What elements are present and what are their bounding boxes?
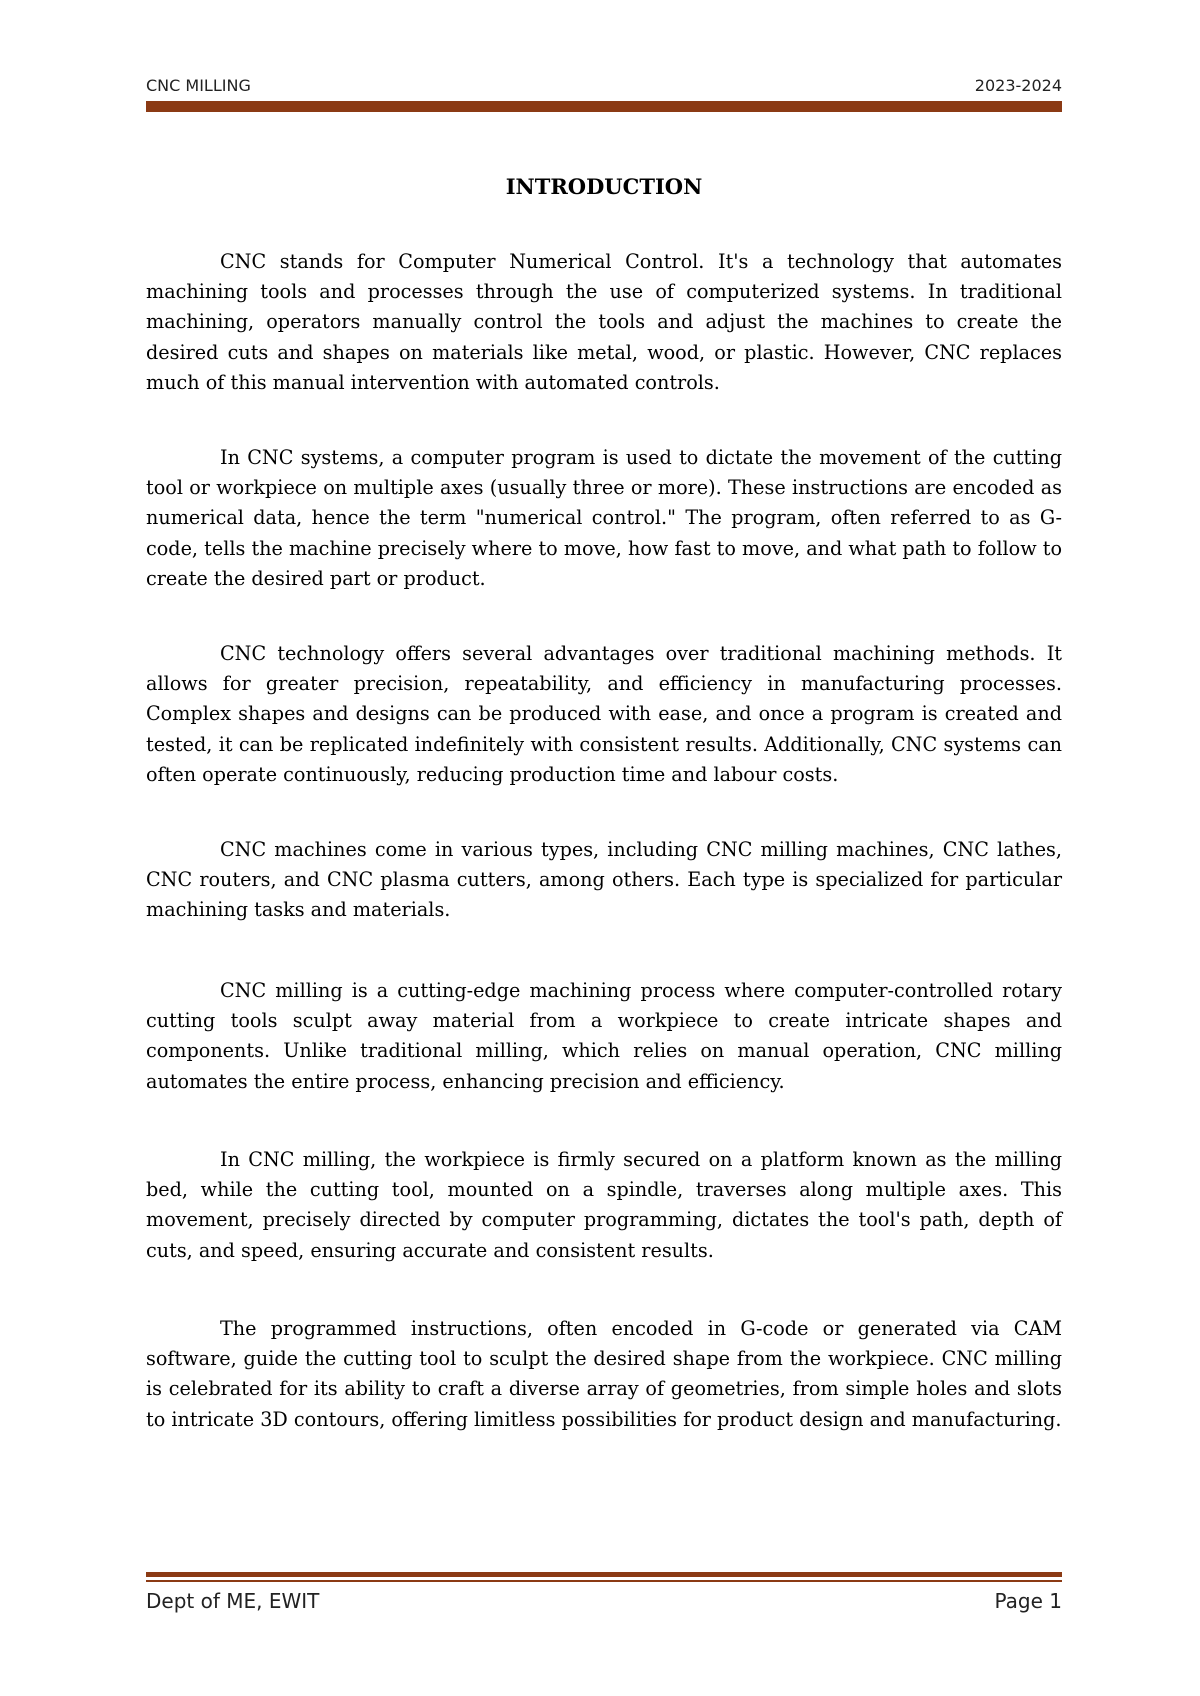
paragraph-4: CNC machines come in various types, including CNC milling machines, CNC lathes, CNC routers, and CNC plasma cutters, among others. Each type is specialized for particular machining tasks and materials. xyxy=(146,838,1062,922)
header-academic-year: 2023-2024 xyxy=(974,76,1062,95)
footer-page-number: Page 1 xyxy=(994,1589,1062,1613)
section-title: INTRODUCTION xyxy=(505,174,703,199)
header-course-title: CNC MILLING xyxy=(146,76,251,95)
page-header xyxy=(146,76,1062,100)
paragraph-5: CNC milling is a cutting-edge machining process where computer-controlled rotary cutting tools sculpt away material from a workpiece to create intricate shapes and components. Unlike traditional milling, which relies on manual operation, CNC milling automates the entire process, enhancing precision and efficiency. xyxy=(146,979,1062,1093)
paragraph-3: CNC technology offers several advantages over traditional machining methods. It allows for greater precision, repeatability, and efficiency in manufacturing processes. Complex shapes and designs can be produced with ease, and once a program is created and tested, it can be replicated indefinitely with consistent results. Additionally, CNC systems can often operate continuously, reducing production time and labour costs. xyxy=(146,642,1062,786)
paragraph-1: CNC stands for Computer Numerical Control. It's a technology that automates machining tools and processes through the use of computerized systems. In traditional machining, operators manually control the tools and adjust the machines to create the desired cuts and shapes on materials like metal, wood, or plastic. However, CNC replaces much of this manual intervention with automated controls. xyxy=(146,250,1062,394)
page-footer xyxy=(146,1589,1062,1617)
footer-department: Dept of ME, EWIT xyxy=(146,1589,320,1613)
paragraph-6: In CNC milling, the workpiece is firmly secured on a platform known as the milling bed, while the cutting tool, mounted on a spindle, traverses along multiple axes. This movement, precisely directed by computer programming, dictates the tool's path, depth of cuts, and speed, ensuring accurate and consistent results. xyxy=(146,1148,1062,1262)
footer-divider-thick xyxy=(146,1572,1062,1577)
paragraph-2: In CNC systems, a computer program is used to dictate the movement of the cutting tool or workpiece on multiple axes (usually three or more). These instructions are encoded as numerical data, hence the term "numerical control." The program, often referred to as G-code, tells the machine precisely where to move, how fast to move, and what path to follow to create the desired part or product. xyxy=(146,446,1062,590)
paragraph-7: The programmed instructions, often encoded in G-code or generated via CAM software, guide the cutting tool to sculpt the desired shape from the workpiece. CNC milling is celebrated for its ability to craft a diverse array of geometries, from simple holes and slots to intricate 3D contours, offering limitless possibilities for product design and manufacturing. xyxy=(146,1317,1062,1431)
footer-divider-thin xyxy=(146,1580,1062,1582)
header-divider xyxy=(146,101,1062,112)
